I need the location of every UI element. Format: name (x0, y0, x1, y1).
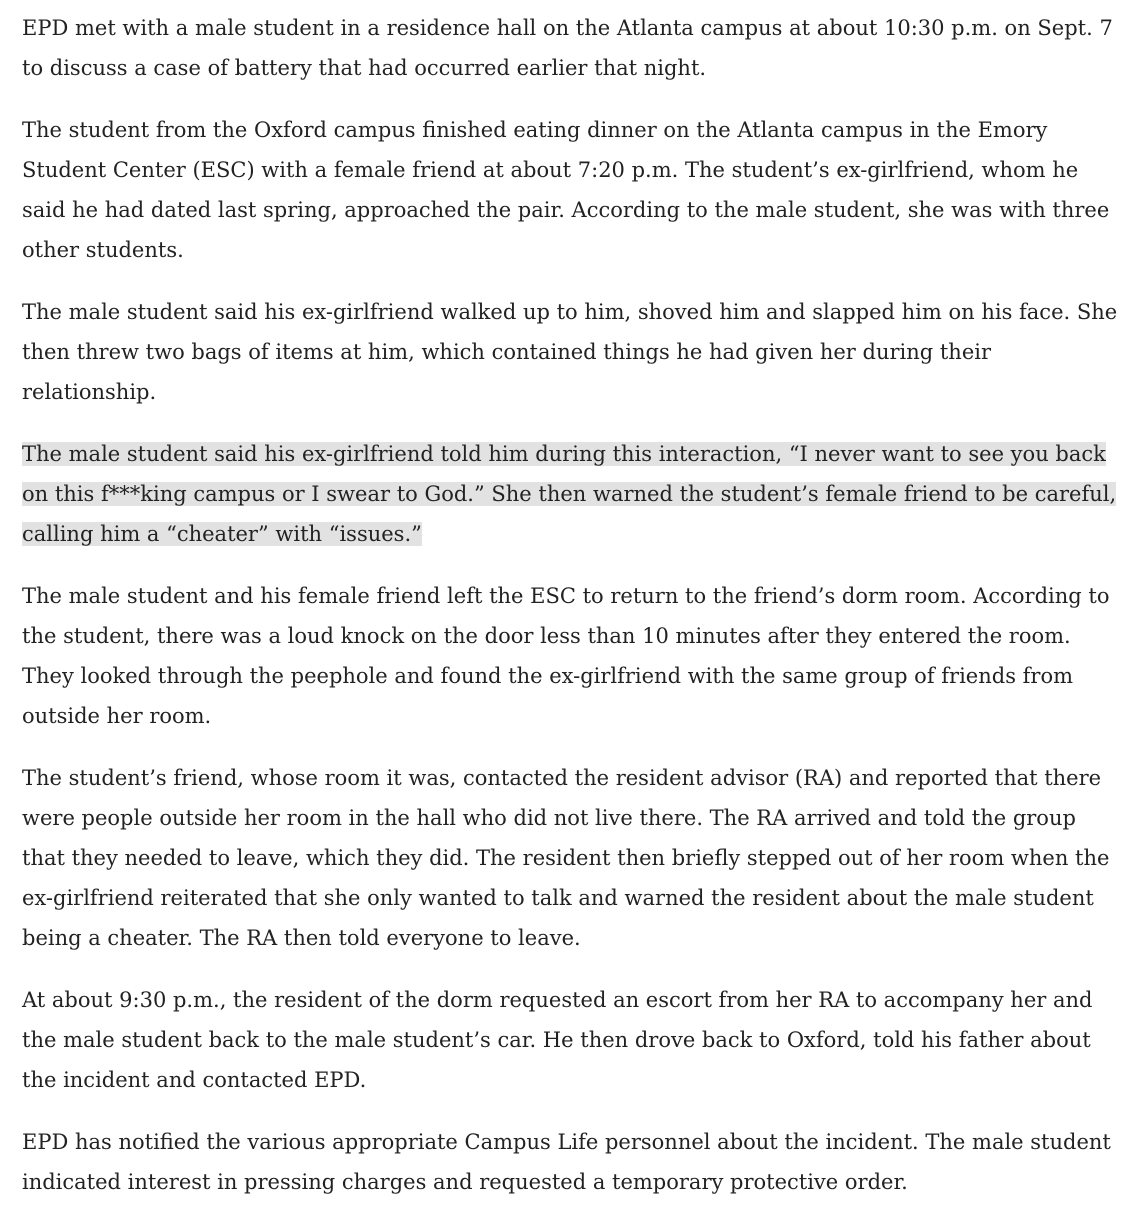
paragraph-8: EPD has notified the various appropriate Campus Life personnel about the incident. The male student indicated interest in pressing charges and requested a temporary protective order. (22, 1130, 1111, 1194)
article-body (22, 8, 1122, 1224)
paragraph-1: EPD met with a male student in a residence hall on the Atlanta campus at about 10:30 p.m. on Sept. 7 to discuss a case of battery that had occurred earlier that night. (22, 16, 1113, 80)
paragraph-2: The student from the Oxford campus finished eating dinner on the Atlanta campus in the Emory Student Center (ESC) with a female friend at about 7:20 p.m. The student’s ex-girlfriend, whom he said he had dated last spring, approached the pair. According to the male student, she was with three other students. (22, 118, 1110, 262)
paragraph-6: The student’s friend, whose room it was, contacted the resident advisor (RA) and reported that there were people outside her room in the hall who did not live there. The RA arrived and told the group that they needed to leave, which they did. The resident then briefly stepped out of her room when the ex-girlfriend reiterated that she only wanted to talk and warned the resident about the male student being a cheater. The RA then told everyone to leave. (22, 766, 1110, 950)
paragraph-7: At about 9:30 p.m., the resident of the dorm requested an escort from her RA to accompany her and the male student back to the male student’s car. He then drove back to Oxford, told his father about the incident and contacted EPD. (22, 988, 1093, 1092)
paragraph-5: The male student and his female friend left the ESC to return to the friend’s dorm room. According to the student, there was a loud knock on the door less than 10 minutes after they entered the room. They looked through the peephole and found the ex-girlfriend with the same group of friends from outside her room. (22, 584, 1110, 728)
paragraph-3: The male student said his ex-girlfriend walked up to him, shoved him and slapped him on his face. She then threw two bags of items at him, which contained things he had given her during their relationship. (22, 300, 1118, 404)
highlighted-text: The male student said his ex-girlfriend told him during this interaction, “I never want to see you back on this f***king campus or I swear to God.” She then warned the student’s female friend to be careful, calling him a “cheater” with “issues.” (22, 442, 1117, 546)
paragraph-4-highlighted (22, 434, 1122, 554)
